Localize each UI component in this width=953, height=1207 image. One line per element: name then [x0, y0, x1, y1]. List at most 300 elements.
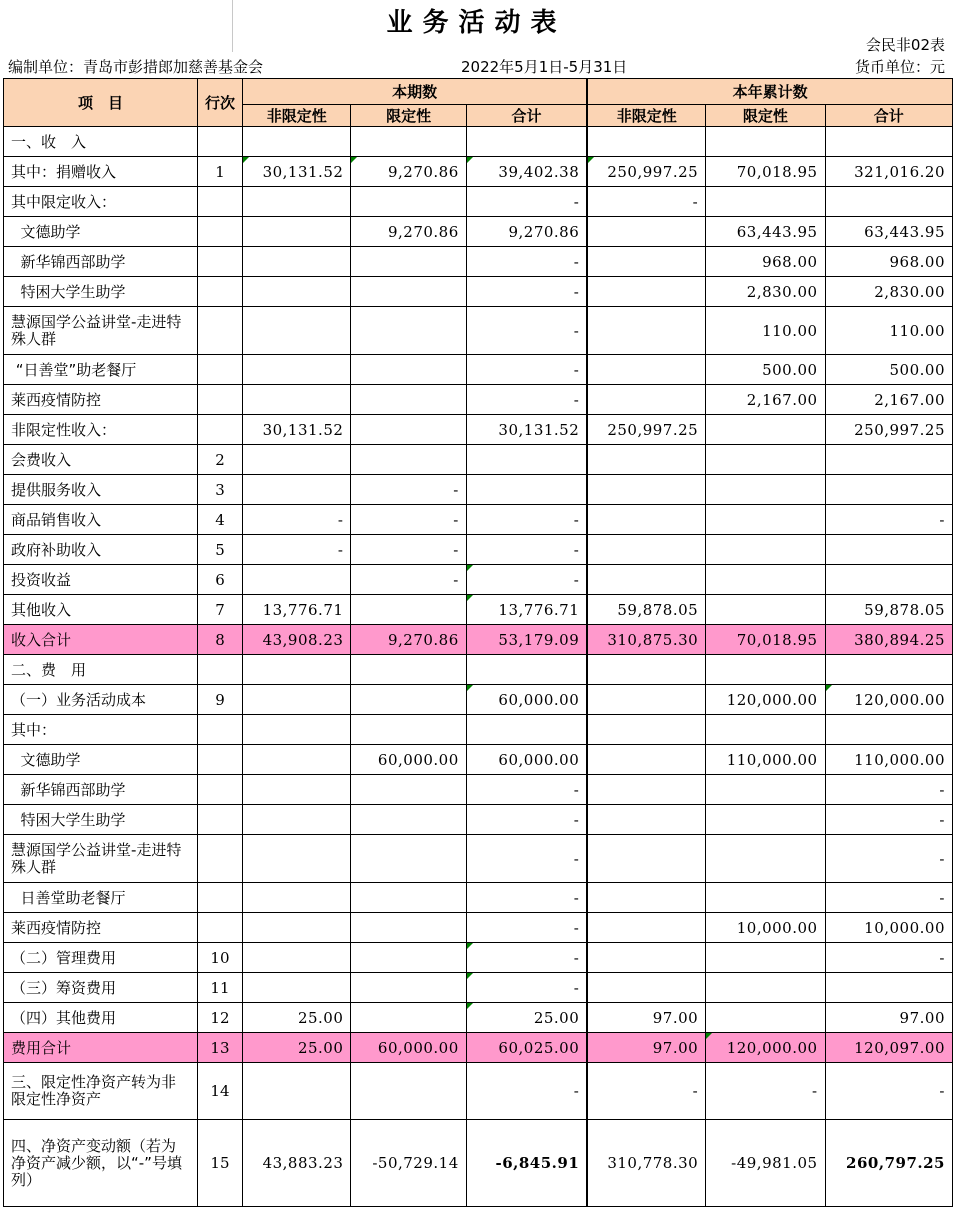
value-cell: - — [466, 805, 587, 835]
row-label: 其中限定收入： — [4, 187, 198, 217]
line-number — [197, 127, 242, 157]
value-cell — [706, 943, 825, 973]
value-cell: - — [351, 535, 466, 565]
value-cell: 60,025.00 — [466, 1033, 587, 1063]
value-cell — [242, 745, 350, 775]
value-cell — [825, 565, 952, 595]
value-cell — [242, 805, 350, 835]
row-label: 一、收 入 — [4, 127, 198, 157]
value-cell: - — [587, 187, 705, 217]
value-cell — [242, 307, 350, 355]
value-cell — [351, 355, 466, 385]
line-number: 11 — [197, 973, 242, 1003]
value-cell: -50,729.14 — [351, 1120, 466, 1207]
value-cell: 43,883.23 — [242, 1120, 350, 1207]
value-cell: 10,000.00 — [825, 913, 952, 943]
value-cell — [706, 127, 825, 157]
value-cell: 310,875.30 — [587, 625, 705, 655]
value-cell — [351, 913, 466, 943]
value-cell — [587, 805, 705, 835]
value-cell: 321,016.20 — [825, 157, 952, 187]
value-cell — [351, 805, 466, 835]
value-cell: - — [466, 565, 587, 595]
line-number — [197, 307, 242, 355]
value-cell: 63,443.95 — [706, 217, 825, 247]
table-row — [4, 355, 953, 385]
row-label: 商品销售收入 — [4, 505, 198, 535]
value-cell: - — [466, 835, 587, 883]
value-cell — [351, 943, 466, 973]
table-row — [4, 475, 953, 505]
line-number: 5 — [197, 535, 242, 565]
value-cell — [242, 715, 350, 745]
value-cell: 380,894.25 — [825, 625, 952, 655]
row-label: 文德助学 — [4, 217, 198, 247]
table-row — [4, 247, 953, 277]
value-cell: - — [242, 505, 350, 535]
value-cell — [351, 685, 466, 715]
table-row — [4, 715, 953, 745]
row-label: （一）业务活动成本 — [4, 685, 198, 715]
value-cell: 968.00 — [825, 247, 952, 277]
table-row — [4, 217, 953, 247]
activity-statement-table — [3, 78, 953, 1207]
table-row — [4, 1063, 953, 1120]
form-number: 会民非02表 — [865, 36, 945, 54]
value-cell — [242, 655, 350, 685]
value-cell — [242, 385, 350, 415]
value-cell: 500.00 — [825, 355, 952, 385]
table-row — [4, 385, 953, 415]
value-cell: 53,179.09 — [466, 625, 587, 655]
row-label: 其中： — [4, 715, 198, 745]
value-cell — [587, 943, 705, 973]
value-cell — [242, 217, 350, 247]
row-label: 四、净资产变动额（若为净资产减少额，以“-”号填列） — [4, 1120, 198, 1207]
value-cell: - — [825, 805, 952, 835]
value-cell: 120,000.00 — [706, 1033, 825, 1063]
value-cell — [242, 445, 350, 475]
value-cell — [351, 595, 466, 625]
value-cell — [587, 505, 705, 535]
col-header: 限定性 — [351, 105, 466, 127]
value-cell: 500.00 — [706, 355, 825, 385]
value-cell: 9,270.86 — [466, 217, 587, 247]
value-cell — [351, 883, 466, 913]
row-label: （四）其他费用 — [4, 1003, 198, 1033]
value-cell: 63,443.95 — [825, 217, 952, 247]
value-cell — [242, 565, 350, 595]
table-row — [4, 307, 953, 355]
report-period: 2022年5月1日-5月31日 — [461, 58, 628, 76]
value-cell: 250,997.25 — [587, 157, 705, 187]
row-label: 其他收入 — [4, 595, 198, 625]
value-cell — [351, 277, 466, 307]
value-cell: - — [825, 943, 952, 973]
table-row — [4, 745, 953, 775]
value-cell: 43,908.23 — [242, 625, 350, 655]
value-cell — [706, 973, 825, 1003]
value-cell: - — [466, 913, 587, 943]
value-cell — [587, 355, 705, 385]
value-cell — [825, 127, 952, 157]
value-cell — [825, 187, 952, 217]
line-number: 4 — [197, 505, 242, 535]
value-cell: 110,000.00 — [706, 745, 825, 775]
table-row — [4, 535, 953, 565]
value-cell: 13,776.71 — [242, 595, 350, 625]
row-label: 特困大学生助学 — [4, 805, 198, 835]
line-number — [197, 187, 242, 217]
value-cell — [242, 355, 350, 385]
value-cell — [706, 445, 825, 475]
value-cell — [351, 775, 466, 805]
value-cell — [466, 655, 587, 685]
value-cell: - — [825, 505, 952, 535]
value-cell: 9,270.86 — [351, 625, 466, 655]
line-number: 14 — [197, 1063, 242, 1120]
table-row — [4, 625, 953, 655]
value-cell — [706, 475, 825, 505]
value-cell: 110.00 — [825, 307, 952, 355]
value-cell — [242, 247, 350, 277]
line-number — [197, 805, 242, 835]
value-cell — [706, 715, 825, 745]
line-no-header: 行次 — [197, 79, 242, 127]
row-label: 会费收入 — [4, 445, 198, 475]
value-cell — [242, 187, 350, 217]
value-cell: - — [466, 385, 587, 415]
value-cell — [706, 775, 825, 805]
currency-unit: 货币单位：元 — [854, 58, 945, 76]
value-cell: - — [466, 277, 587, 307]
value-cell — [706, 415, 825, 445]
value-cell — [587, 307, 705, 355]
value-cell: - — [351, 565, 466, 595]
value-cell — [242, 277, 350, 307]
line-number — [197, 217, 242, 247]
value-cell — [706, 505, 825, 535]
value-cell — [351, 445, 466, 475]
value-cell: 39,402.38 — [466, 157, 587, 187]
value-cell: - — [466, 973, 587, 1003]
value-cell — [587, 685, 705, 715]
value-cell — [825, 655, 952, 685]
row-label: 收入合计 — [4, 625, 198, 655]
value-cell: - — [825, 1063, 952, 1120]
value-cell: 250,997.25 — [587, 415, 705, 445]
value-cell: - — [825, 775, 952, 805]
line-number: 2 — [197, 445, 242, 475]
table-row — [4, 943, 953, 973]
value-cell: 60,000.00 — [466, 685, 587, 715]
value-cell — [466, 445, 587, 475]
row-label: 新华锦西部助学 — [4, 247, 198, 277]
value-cell: 60,000.00 — [466, 745, 587, 775]
value-cell: - — [466, 505, 587, 535]
value-cell: 310,778.30 — [587, 1120, 705, 1207]
table-row — [4, 157, 953, 187]
line-number: 6 — [197, 565, 242, 595]
value-cell: - — [351, 505, 466, 535]
value-cell — [706, 835, 825, 883]
row-label: 二、费 用 — [4, 655, 198, 685]
line-number — [197, 385, 242, 415]
value-cell — [825, 973, 952, 1003]
table-row — [4, 913, 953, 943]
value-cell: 2,167.00 — [706, 385, 825, 415]
value-cell: - — [466, 1063, 587, 1120]
value-cell: -6,845.91 — [466, 1120, 587, 1207]
value-cell — [587, 883, 705, 913]
value-cell — [587, 475, 705, 505]
value-cell — [587, 775, 705, 805]
table-row — [4, 1120, 953, 1207]
line-number: 8 — [197, 625, 242, 655]
value-cell — [587, 127, 705, 157]
value-cell: - — [825, 835, 952, 883]
row-label: 投资收益 — [4, 565, 198, 595]
value-cell: 10,000.00 — [706, 913, 825, 943]
table-row — [4, 415, 953, 445]
value-cell — [466, 475, 587, 505]
row-label: 其中：捐赠收入 — [4, 157, 198, 187]
value-cell: -49,981.05 — [706, 1120, 825, 1207]
value-cell — [242, 943, 350, 973]
value-cell: 260,797.25 — [825, 1120, 952, 1207]
table-row — [4, 1003, 953, 1033]
line-number — [197, 655, 242, 685]
value-cell: - — [242, 535, 350, 565]
value-cell: 9,270.86 — [351, 217, 466, 247]
value-cell — [242, 685, 350, 715]
value-cell — [706, 535, 825, 565]
value-cell — [706, 883, 825, 913]
table-row — [4, 835, 953, 883]
line-number: 15 — [197, 1120, 242, 1207]
value-cell — [587, 835, 705, 883]
value-cell: 60,000.00 — [351, 745, 466, 775]
value-cell — [825, 475, 952, 505]
line-number — [197, 715, 242, 745]
value-cell: 25.00 — [242, 1033, 350, 1063]
row-label: 提供服务收入 — [4, 475, 198, 505]
row-label: 费用合计 — [4, 1033, 198, 1063]
value-cell — [351, 835, 466, 883]
row-label: （二）管理费用 — [4, 943, 198, 973]
value-cell — [587, 535, 705, 565]
value-cell — [587, 745, 705, 775]
col-header: 合计 — [466, 105, 587, 127]
table-row — [4, 565, 953, 595]
row-label: 莱西疫情防控 — [4, 913, 198, 943]
reporting-unit: 编制单位：青岛市彭措郎加慈善基金会 — [8, 58, 264, 76]
value-cell: 120,000.00 — [825, 685, 952, 715]
row-label: 政府补助收入 — [4, 535, 198, 565]
value-cell: - — [466, 775, 587, 805]
row-label: 三、限定性净资产转为非限定性净资产 — [4, 1063, 198, 1120]
value-cell: 70,018.95 — [706, 157, 825, 187]
value-cell — [587, 217, 705, 247]
value-cell — [242, 775, 350, 805]
row-label: 非限定性收入： — [4, 415, 198, 445]
value-cell — [351, 127, 466, 157]
col-header: 非限定性 — [242, 105, 350, 127]
table-row — [4, 775, 953, 805]
value-cell — [825, 445, 952, 475]
value-cell: 30,131.52 — [466, 415, 587, 445]
value-cell: 30,131.52 — [242, 415, 350, 445]
col-header: 合计 — [825, 105, 952, 127]
row-label: 慧源国学公益讲堂-走进特殊人群 — [4, 307, 198, 355]
value-cell — [351, 1003, 466, 1033]
value-cell: 120,097.00 — [825, 1033, 952, 1063]
line-number: 13 — [197, 1033, 242, 1063]
column-divider — [232, 0, 233, 52]
value-cell — [351, 187, 466, 217]
value-cell — [351, 307, 466, 355]
page-title: 业务活动表 — [386, 8, 567, 38]
value-cell: - — [466, 943, 587, 973]
value-cell: - — [466, 247, 587, 277]
table-row — [4, 655, 953, 685]
value-cell — [587, 913, 705, 943]
table-row — [4, 505, 953, 535]
value-cell: - — [466, 307, 587, 355]
value-cell — [825, 535, 952, 565]
row-label: 莱西疫情防控 — [4, 385, 198, 415]
table-row — [4, 973, 953, 1003]
ytd-header: 本年累计数 — [587, 79, 952, 105]
col-header: 限定性 — [706, 105, 825, 127]
line-number: 3 — [197, 475, 242, 505]
table-row — [4, 805, 953, 835]
value-cell: 9,270.86 — [351, 157, 466, 187]
row-label: 慧源国学公益讲堂-走进特殊人群 — [4, 835, 198, 883]
value-cell — [242, 973, 350, 1003]
value-cell — [242, 883, 350, 913]
row-label: “日善堂”助老餐厅 — [4, 355, 198, 385]
value-cell: 25.00 — [242, 1003, 350, 1033]
value-cell: - — [587, 1063, 705, 1120]
table-row — [4, 883, 953, 913]
value-cell — [351, 385, 466, 415]
line-number — [197, 835, 242, 883]
value-cell — [587, 655, 705, 685]
value-cell — [351, 715, 466, 745]
value-cell — [587, 445, 705, 475]
line-number — [197, 247, 242, 277]
value-cell: - — [706, 1063, 825, 1120]
line-number — [197, 745, 242, 775]
value-cell — [351, 415, 466, 445]
line-number: 10 — [197, 943, 242, 973]
value-cell — [242, 913, 350, 943]
item-header: 项 目 — [4, 79, 198, 127]
value-cell: 97.00 — [587, 1033, 705, 1063]
line-number — [197, 883, 242, 913]
value-cell — [587, 277, 705, 307]
value-cell — [706, 187, 825, 217]
line-number: 9 — [197, 685, 242, 715]
line-number — [197, 775, 242, 805]
line-number — [197, 277, 242, 307]
value-cell — [587, 715, 705, 745]
value-cell — [587, 565, 705, 595]
value-cell — [351, 1063, 466, 1120]
table-row — [4, 445, 953, 475]
value-cell: 13,776.71 — [466, 595, 587, 625]
value-cell — [706, 1003, 825, 1033]
value-cell: 30,131.52 — [242, 157, 350, 187]
table-row — [4, 1033, 953, 1063]
value-cell: 120,000.00 — [706, 685, 825, 715]
table-row — [4, 595, 953, 625]
value-cell: - — [825, 883, 952, 913]
value-cell — [706, 655, 825, 685]
value-cell — [587, 385, 705, 415]
value-cell — [466, 127, 587, 157]
value-cell: - — [466, 535, 587, 565]
value-cell: - — [351, 475, 466, 505]
value-cell — [706, 805, 825, 835]
table-row — [4, 127, 953, 157]
line-number — [197, 913, 242, 943]
line-number: 1 — [197, 157, 242, 187]
value-cell: - — [466, 187, 587, 217]
value-cell: - — [466, 883, 587, 913]
line-number — [197, 355, 242, 385]
value-cell: 110.00 — [706, 307, 825, 355]
row-label: 新华锦西部助学 — [4, 775, 198, 805]
line-number: 7 — [197, 595, 242, 625]
table-row — [4, 685, 953, 715]
current-period-header: 本期数 — [242, 79, 587, 105]
value-cell — [242, 835, 350, 883]
value-cell: 97.00 — [587, 1003, 705, 1033]
value-cell: 59,878.05 — [825, 595, 952, 625]
value-cell: 250,997.25 — [825, 415, 952, 445]
value-cell: 59,878.05 — [587, 595, 705, 625]
value-cell — [706, 565, 825, 595]
row-label: 文德助学 — [4, 745, 198, 775]
value-cell: 60,000.00 — [351, 1033, 466, 1063]
value-cell — [242, 1063, 350, 1120]
col-header: 非限定性 — [587, 105, 705, 127]
value-cell: 97.00 — [825, 1003, 952, 1033]
value-cell — [351, 973, 466, 1003]
value-cell — [242, 127, 350, 157]
value-cell — [466, 715, 587, 745]
value-cell: 70,018.95 — [706, 625, 825, 655]
value-cell: - — [466, 355, 587, 385]
value-cell — [587, 973, 705, 1003]
value-cell: 25.00 — [466, 1003, 587, 1033]
table-row — [4, 187, 953, 217]
value-cell — [351, 655, 466, 685]
value-cell — [351, 247, 466, 277]
value-cell: 2,167.00 — [825, 385, 952, 415]
line-number — [197, 415, 242, 445]
value-cell: 110,000.00 — [825, 745, 952, 775]
value-cell: 968.00 — [706, 247, 825, 277]
line-number: 12 — [197, 1003, 242, 1033]
value-cell: 2,830.00 — [706, 277, 825, 307]
header-row — [4, 79, 953, 105]
row-label: 日善堂助老餐厅 — [4, 883, 198, 913]
value-cell — [706, 595, 825, 625]
row-label: 特困大学生助学 — [4, 277, 198, 307]
